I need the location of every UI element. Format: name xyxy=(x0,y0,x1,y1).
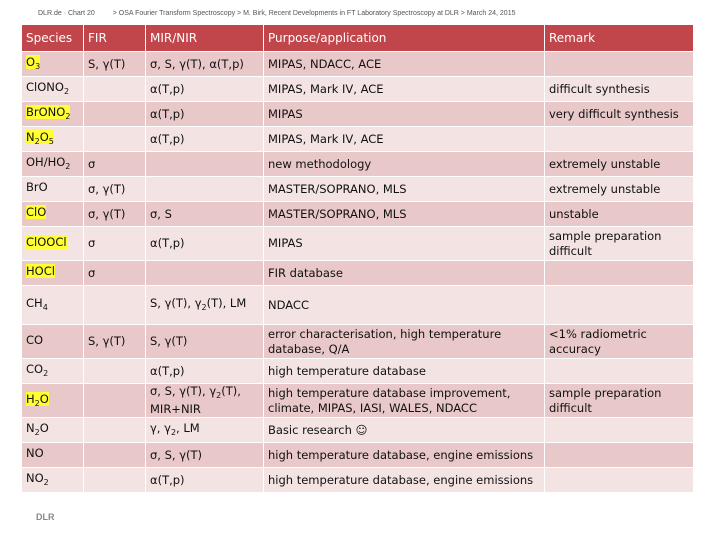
species-cell: $NO_2$ xyxy=(22,467,84,492)
species-cell: $CO_2$ xyxy=(22,358,84,383)
col-purpose: Purpose/application xyxy=(264,25,545,51)
col-mir-nir: MIR/NIR xyxy=(146,25,264,51)
purpose-cell: error characterisation, high temperature database, Q/A xyxy=(264,324,545,358)
remark-cell: very difficult synthesis xyxy=(545,101,694,126)
fir-cell: S, γ(T) xyxy=(84,51,146,76)
purpose-cell: MIPAS, NDACC, ACE xyxy=(264,51,545,76)
table-row xyxy=(22,176,694,201)
mir-nir-cell: γ, $\gamma_2$, LM xyxy=(146,417,264,442)
fir-cell: σ, γ(T) xyxy=(84,201,146,226)
mir-nir-cell xyxy=(146,176,264,201)
purpose-cell: MIPAS xyxy=(264,226,545,260)
mir-nir-cell: S, γ(T), $\gamma_2(T)$, LM xyxy=(146,285,264,324)
mir-nir-cell: S, γ(T) xyxy=(146,324,264,358)
mir-nir-cell: σ, S, γ(T), $\gamma_2(T)$, MIR+NIR xyxy=(146,383,264,417)
fir-cell: S, γ(T) xyxy=(84,324,146,358)
fir-cell xyxy=(84,76,146,101)
mir-nir-cell: α(T,p) xyxy=(146,101,264,126)
table-row xyxy=(22,383,694,417)
mir-nir-cell: α(T,p) xyxy=(146,126,264,151)
table-row xyxy=(22,226,694,260)
species-cell: NO xyxy=(22,442,84,467)
remark-cell: unstable xyxy=(545,201,694,226)
fir-cell xyxy=(84,417,146,442)
fir-cell xyxy=(84,383,146,417)
table-row xyxy=(22,201,694,226)
purpose-cell: MIPAS xyxy=(264,101,545,126)
table-row xyxy=(22,51,694,76)
mir-nir-cell: σ, S, γ(T), α(T,p) xyxy=(146,51,264,76)
table-body xyxy=(22,51,694,492)
fir-cell xyxy=(84,358,146,383)
species-cell: $N_2O$ xyxy=(22,417,84,442)
table-row xyxy=(22,285,694,324)
purpose-cell: new methodology xyxy=(264,151,545,176)
species-cell: BrONO$_2$ xyxy=(22,101,84,126)
col-species: Species xyxy=(22,25,84,51)
mir-nir-cell: α(T,p) xyxy=(146,358,264,383)
fir-cell xyxy=(84,285,146,324)
remark-cell xyxy=(545,417,694,442)
species-cell: BrO xyxy=(22,176,84,201)
table-header-row xyxy=(22,25,694,51)
remark-cell: <1% radiometric accuracy xyxy=(545,324,694,358)
purpose-cell: high temperature database xyxy=(264,358,545,383)
fir-cell: σ xyxy=(84,260,146,285)
table-row xyxy=(22,260,694,285)
species-cell: HOCl xyxy=(22,260,84,285)
mir-nir-cell xyxy=(146,260,264,285)
purpose-cell: MASTER/SOPRANO, MLS xyxy=(264,201,545,226)
mir-nir-cell: σ, S, γ(T) xyxy=(146,442,264,467)
table-row xyxy=(22,467,694,492)
org-label: DLR.de xyxy=(38,10,62,17)
species-cell: $CH_4$ xyxy=(22,285,84,324)
purpose-cell: FIR database xyxy=(264,260,545,285)
mir-nir-cell: σ, S xyxy=(146,201,264,226)
table-row xyxy=(22,76,694,101)
remark-cell: extremely unstable xyxy=(545,176,694,201)
mir-nir-cell: α(T,p) xyxy=(146,467,264,492)
remark-cell: sample preparation difficult xyxy=(545,226,694,260)
purpose-cell: MIPAS, Mark IV, ACE xyxy=(264,126,545,151)
dlr-logo: DLR xyxy=(36,512,55,522)
col-remark: Remark xyxy=(545,25,694,51)
species-cell: $H_2O$ xyxy=(22,383,84,417)
table-row xyxy=(22,101,694,126)
mir-nir-cell: α(T,p) xyxy=(146,226,264,260)
purpose-cell: high temperature database, engine emissions xyxy=(264,467,545,492)
remark-cell: difficult synthesis xyxy=(545,76,694,101)
fir-cell xyxy=(84,467,146,492)
table-row xyxy=(22,324,694,358)
table-row xyxy=(22,442,694,467)
remark-cell xyxy=(545,285,694,324)
table-row xyxy=(22,126,694,151)
fir-cell: σ xyxy=(84,226,146,260)
remark-cell: extremely unstable xyxy=(545,151,694,176)
table-row xyxy=(22,151,694,176)
species-cell: $N_2O_5$ xyxy=(22,126,84,151)
species-cell: $OH/HO_2$ xyxy=(22,151,84,176)
purpose-cell: MIPAS, Mark IV, ACE xyxy=(264,76,545,101)
fir-cell xyxy=(84,126,146,151)
species-cell: ClOOCl xyxy=(22,226,84,260)
species-cell: ClO xyxy=(22,201,84,226)
col-fir: FIR xyxy=(84,25,146,51)
slide-header: DLR.de · Chart 20 > OSA Fourier Transform Spectroscopy > M. Birk, Recent Developments in FT Laboratory Spectroscopy at DLR > March 24, 2015 xyxy=(38,10,516,17)
mir-nir-cell: α(T,p) xyxy=(146,76,264,101)
remark-cell xyxy=(545,126,694,151)
purpose-cell: NDACC xyxy=(264,285,545,324)
purpose-cell: MASTER/SOPRANO, MLS xyxy=(264,176,545,201)
purpose-cell: Basic research ☺ xyxy=(264,417,545,442)
purpose-cell: high temperature database, engine emissions xyxy=(264,442,545,467)
table-row xyxy=(22,417,694,442)
species-table xyxy=(22,25,694,492)
remark-cell: sample preparation difficult xyxy=(545,383,694,417)
chart-number: Chart 20 xyxy=(67,10,95,17)
remark-cell xyxy=(545,442,694,467)
mir-nir-cell xyxy=(146,151,264,176)
table-row xyxy=(22,358,694,383)
remark-cell xyxy=(545,467,694,492)
species-cell: CO xyxy=(22,324,84,358)
fir-cell: σ, γ(T) xyxy=(84,176,146,201)
remark-cell xyxy=(545,260,694,285)
fir-cell xyxy=(84,101,146,126)
fir-cell: σ xyxy=(84,151,146,176)
purpose-cell: high temperature database improvement, climate, MIPAS, IASI, WALES, NDACC xyxy=(264,383,545,417)
breadcrumb: > OSA Fourier Transform Spectroscopy > M. Birk, Recent Developments in FT Laboratory Spectroscopy at DLR > March 24, 2015 xyxy=(112,10,516,17)
remark-cell xyxy=(545,358,694,383)
remark-cell xyxy=(545,51,694,76)
fir-cell xyxy=(84,442,146,467)
species-cell: ClONO$_2$ xyxy=(22,76,84,101)
species-cell: $O_3$ xyxy=(22,51,84,76)
